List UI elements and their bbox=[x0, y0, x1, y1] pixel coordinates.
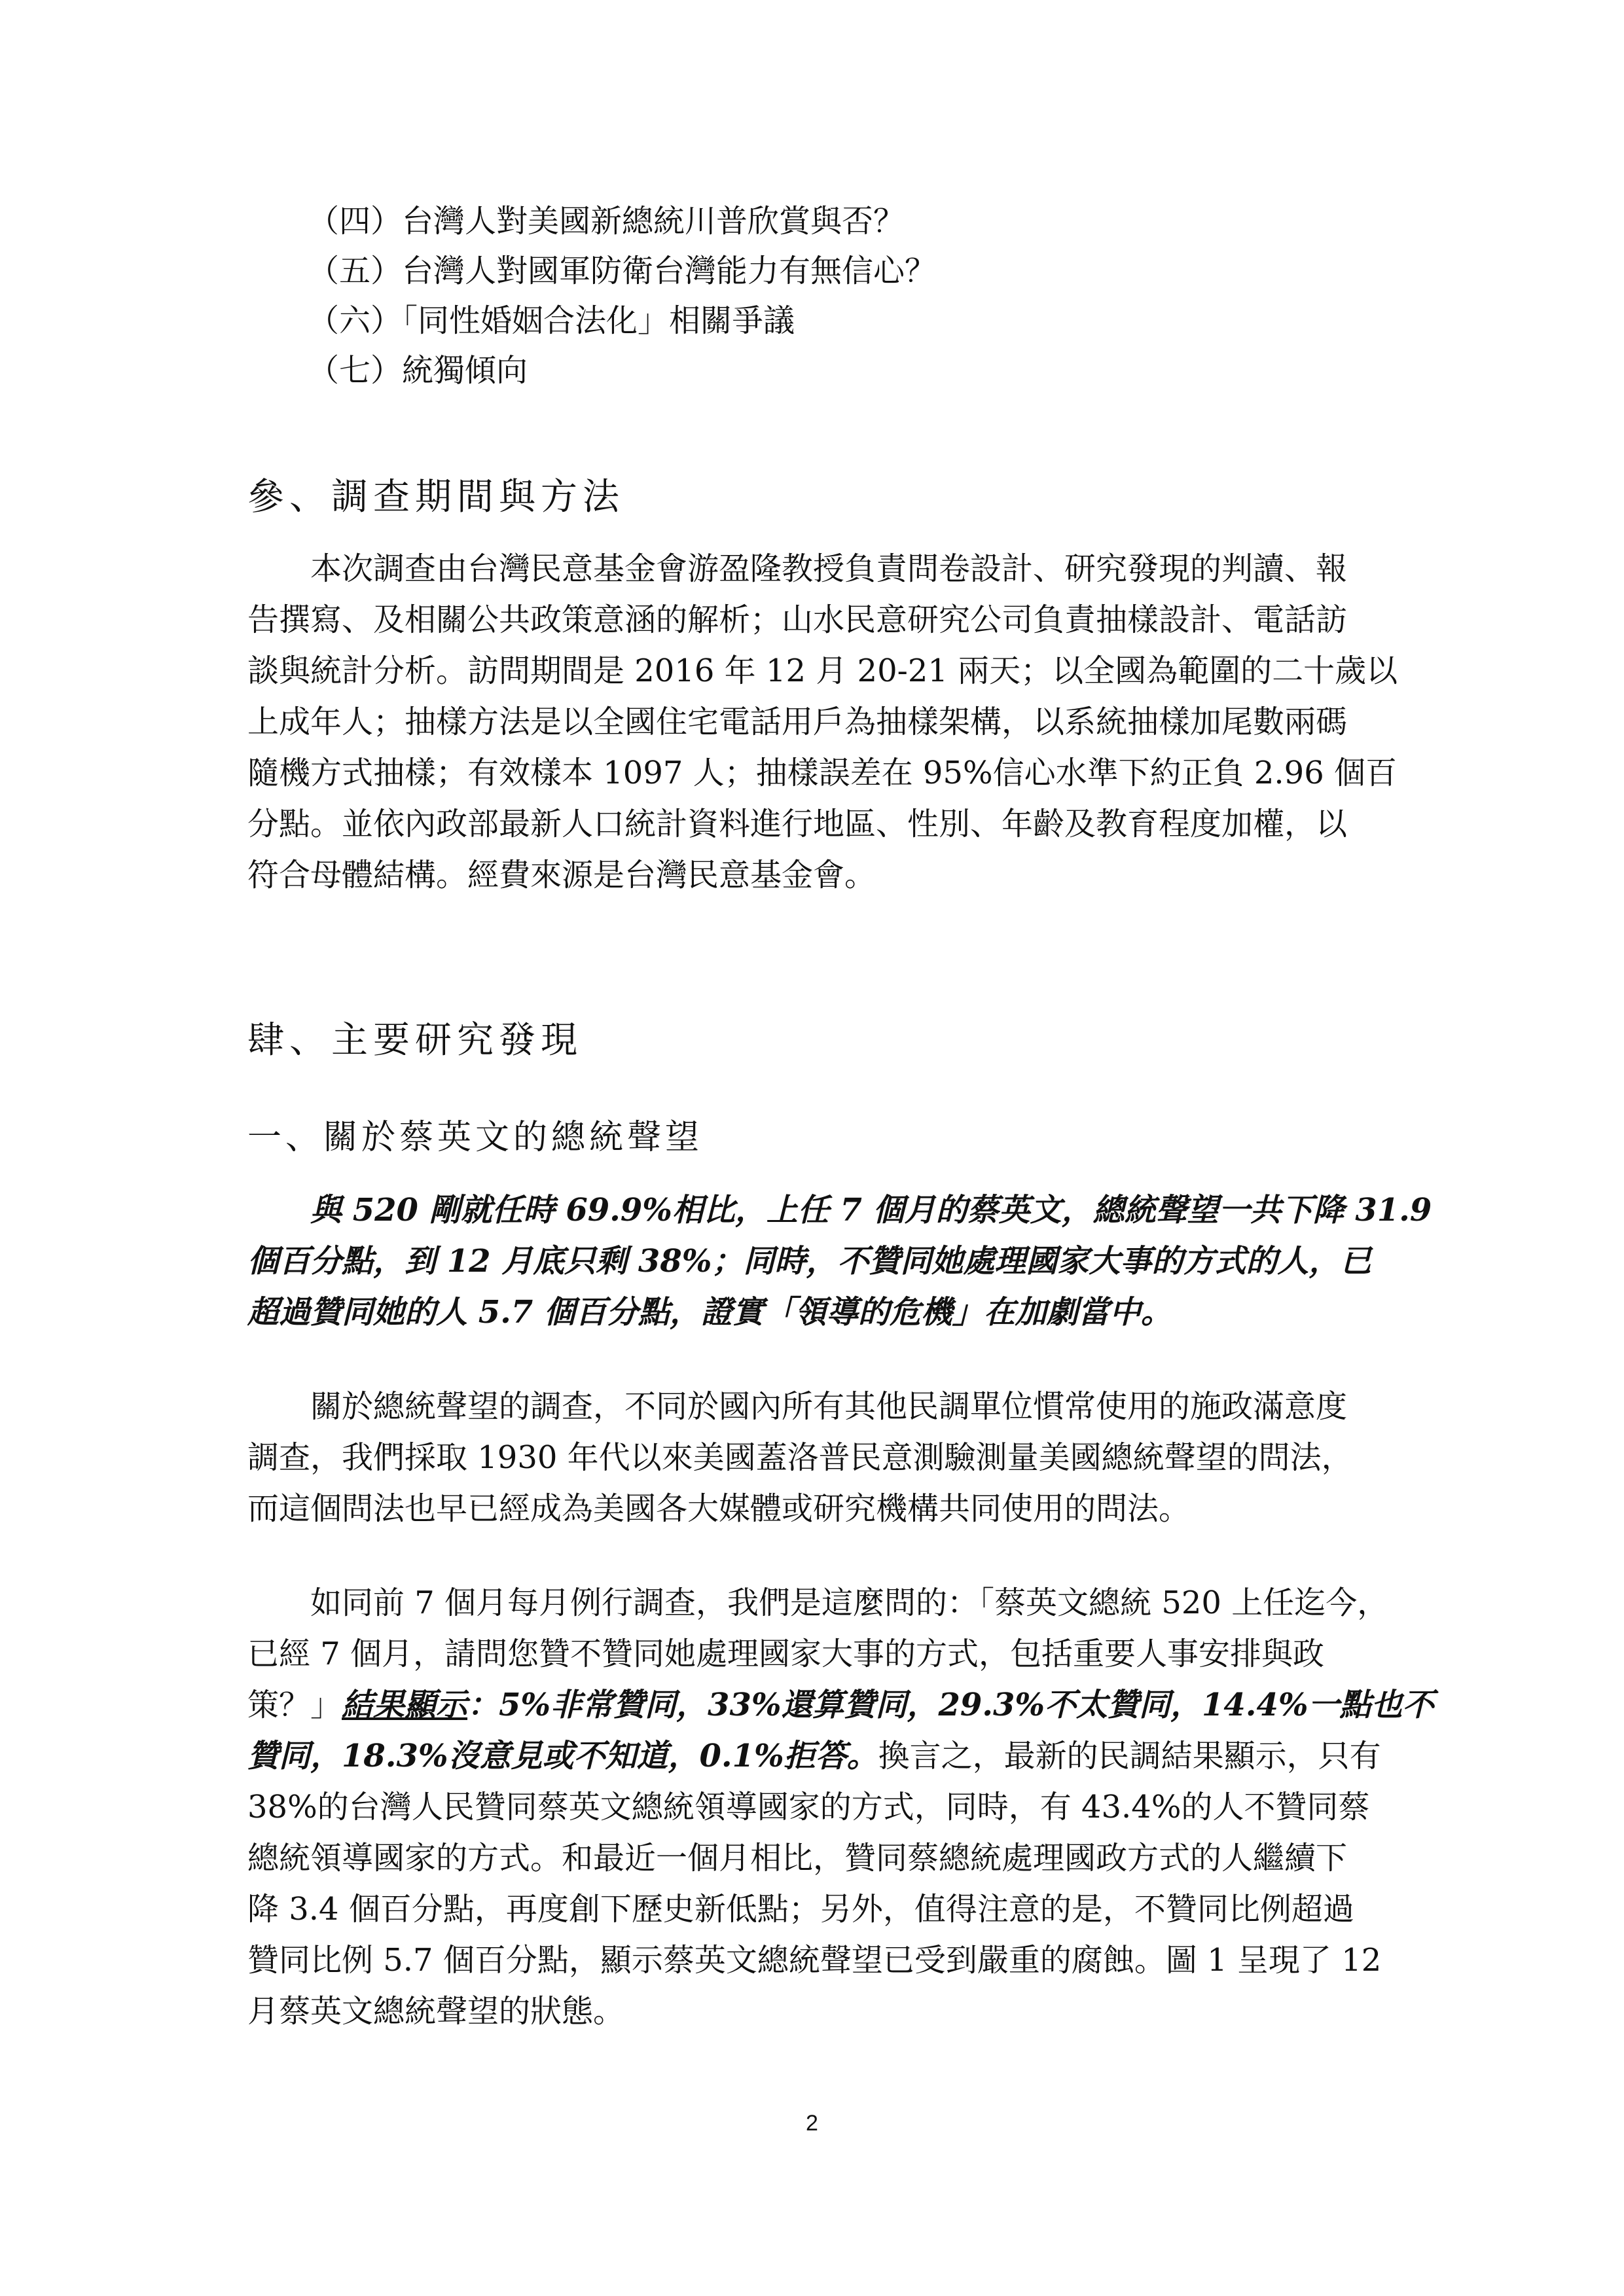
text-segment: 策？」 bbox=[247, 1687, 342, 1723]
paragraph-line: 而這個問法也早已經成為美國各大媒體或研究機構共同使用的問法。 bbox=[247, 1490, 1191, 1527]
paragraph-line bbox=[247, 1679, 1434, 1731]
paragraph-line: 贊同比例 5.7 個百分點，顯示蔡英文總統聲望已受到嚴重的腐蝕。圖 1 呈現了 12 bbox=[247, 1942, 1382, 1979]
paragraph-line: 個百分點，到 12 月底只剩 38%；同時，不贊同她處理國家大事的方式的人，已 bbox=[247, 1243, 1372, 1280]
paragraph-line: 超過贊同她的人 5.7 個百分點，證實「領導的危機」在加劇當中。 bbox=[247, 1294, 1172, 1331]
paragraph-line bbox=[247, 1731, 1390, 1782]
paragraph-line: 38%的台灣人民贊同蔡英文總統領導國家的方式，同時，有 43.4%的人不贊同蔡 bbox=[247, 1789, 1370, 1825]
list-item: （六）「同性婚姻合法化」相關爭議 bbox=[308, 302, 795, 339]
text-segment: 換言之，最新的民調結果顯示，只有 bbox=[878, 1738, 1381, 1774]
key-finding-paragraph bbox=[247, 1185, 1432, 1338]
paragraph-line: 分點。並依內政部最新人口統計資料進行地區、性別、年齡及教育程度加權，以 bbox=[247, 806, 1348, 842]
paragraph-line: 調查，我們採取 1930 年代以來美國蓋洛普民意測驗測量美國總統聲望的問法， bbox=[247, 1439, 1353, 1476]
paragraph-line: 總統領導國家的方式。和最近一個月相比，贊同蔡總統處理國政方式的人繼續下 bbox=[247, 1840, 1348, 1876]
paragraph-line: 關於總統聲望的調查，不同於國內所有其他民調單位慣常使用的施政滿意度 bbox=[310, 1388, 1348, 1425]
paragraph-line: 告撰寫、及相關公共政策意涵的解析；山水民意研究公司負責抽樣設計、電話訪 bbox=[247, 601, 1348, 638]
result-figures: ：5%非常贊同，33%還算贊同，29.3%不太贊同，14.4%一點也不 bbox=[467, 1687, 1434, 1723]
paragraph-line: 如同前 7 個月每月例行調查，我們是這麼問的：「蔡英文總統 520 上任迄今， bbox=[310, 1585, 1389, 1621]
section3-heading: 參、調查期間與方法 bbox=[247, 476, 624, 518]
paragraph-line: 符合母體結構。經費來源是台灣民意基金會。 bbox=[247, 857, 876, 893]
survey-method-paragraph bbox=[247, 543, 1398, 901]
page-number: 2 bbox=[806, 2111, 818, 2136]
subsection-heading: 一、關於蔡英文的總統聲望 bbox=[247, 1118, 704, 1157]
paragraph-line: 已經 7 個月，請問您贊不贊同她處理國家大事的方式，包括重要人事安排與政 bbox=[247, 1636, 1325, 1672]
paragraph-line: 隨機方式抽樣；有效樣本 1097 人；抽樣誤差在 95%信心水準下約正負 2.96 個百 bbox=[247, 755, 1398, 791]
list-item: （五）台灣人對國軍防衛台灣能力有無信心？ bbox=[308, 253, 937, 289]
topic-list bbox=[308, 196, 936, 395]
approval-method-paragraph bbox=[247, 1381, 1390, 1534]
section4-heading: 肆、主要研究發現 bbox=[247, 1019, 583, 1062]
result-label: 結果顯示 bbox=[342, 1687, 468, 1723]
list-item: （七）統獨傾向 bbox=[308, 352, 528, 389]
approval-result-paragraph bbox=[247, 1577, 1434, 2037]
paragraph-line: 談與統計分析。訪問期間是 2016 年 12 月 20-21 兩天；以全國為範圍的二十歲以 bbox=[247, 653, 1398, 689]
paragraph-line: 月蔡英文總統聲望的狀態。 bbox=[247, 1993, 625, 2030]
paragraph-line: 本次調查由台灣民意基金會游盈隆教授負責問卷設計、研究發現的判讀、報 bbox=[310, 550, 1348, 587]
paragraph-line: 上成年人；抽樣方法是以全國住宅電話用戶為抽樣架構，以系統抽樣加尾數兩碼 bbox=[247, 704, 1348, 740]
paragraph-line: 與 520 剛就任時 69.9%相比，上任 7 個月的蔡英文，總統聲望一共下降 31.9 bbox=[310, 1192, 1432, 1229]
paragraph-line: 降 3.4 個百分點，再度創下歷史新低點；另外，值得注意的是，不贊同比例超過 bbox=[247, 1891, 1354, 1928]
result-figures: 贊同，18.3%沒意見或不知道，0.1%拒答。 bbox=[247, 1738, 878, 1774]
list-item: （四）台灣人對美國新總統川普欣賞與否？ bbox=[308, 203, 905, 240]
